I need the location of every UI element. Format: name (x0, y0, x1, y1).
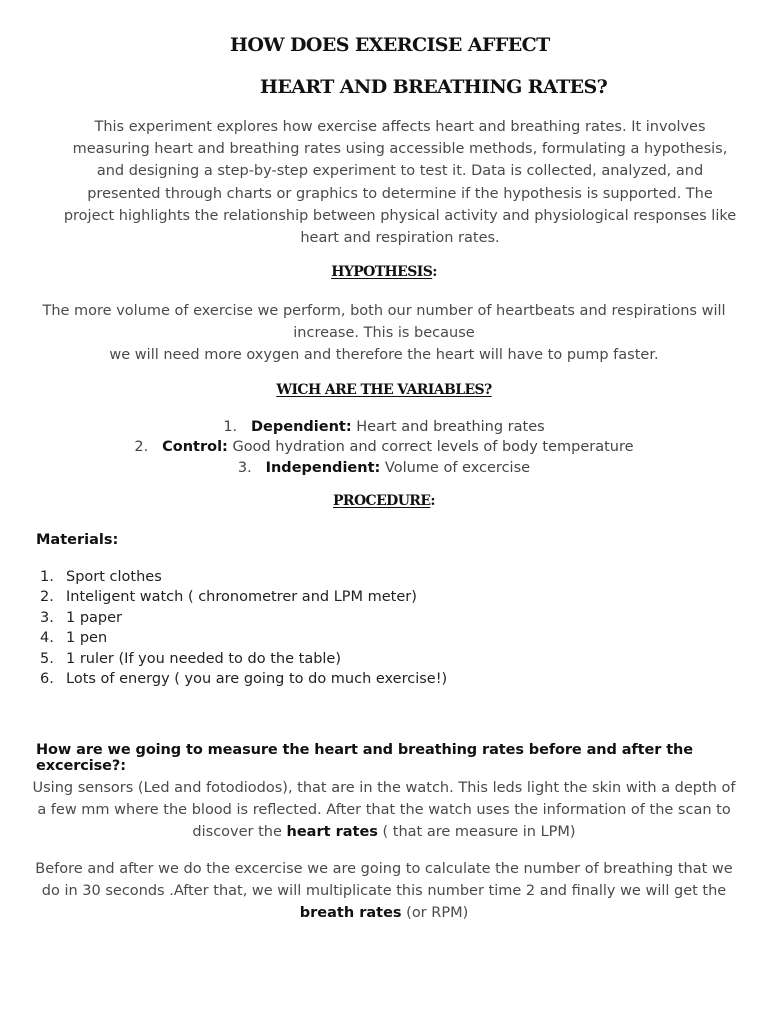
hypothesis-text (28, 300, 740, 367)
list-item: 1. Sport clothes (40, 569, 162, 585)
materials-list (40, 567, 447, 689)
list-item: 6. Lots of energy ( you are going to do much exercise!) (40, 671, 448, 688)
list-item: 3. 1 paper (40, 609, 123, 626)
sensor-paragraph: Using sensors (Led and fotodiodos), that are in the watch. This leds light the skin with a depth of a few mm where the blood is reflected. After that the watch uses the information of the scan to discover the heart rates ( that are measure in LPM) (32, 780, 736, 841)
measure-question: How are we going to measure the heart and breathing rates before and after the excercise?: (36, 742, 693, 774)
title-line-2: HEART AND BREATHING RATES? (260, 76, 608, 98)
procedure-heading: PROCEDURE: (332, 493, 435, 509)
list-item: 4. 1 pen (40, 630, 108, 647)
variable-item-control: 2. Control: Good hydration and correct levels of body temperature (134, 439, 634, 455)
variables-heading: WICH ARE THE VARIABLES? (276, 382, 492, 398)
intro-paragraph: This experiment explores how exercise affects heart and breathing rates. It involves measuring heart and breathing rates using accessible methods, formulating a hypothesis, and designing a step-by-step experiment to test it. Data is collected, analyzed, and presented through charts or graphics to determine if the hypothesis is supported. The project highlights the relationship between physical activity and physiological responses like heart and respiration rates. (63, 119, 737, 247)
materials-label: Materials: (36, 532, 119, 548)
breath-paragraph: Before and after we do the excercise we are going to calculate the number of breathing that we do in 30 seconds .After that, we will multiplicate this number time 2 and finally we will get the breath rates (or RPM) (35, 861, 733, 922)
list-item: 2. Inteligent watch ( chronometrer and LPM meter) (40, 589, 417, 606)
title-line-1: HOW DOES EXERCISE AFFECT (230, 34, 550, 56)
variable-item-dependent: 1. Dependient: Heart and breathing rates (223, 419, 545, 435)
list-item: 5. 1 ruler (If you needed to do the table) (40, 650, 342, 667)
variable-item-independent: 3. Independient: Volume of excercise (237, 460, 531, 476)
hypothesis-line-2: we will need more oxygen and therefore the heart will have to pump faster. (109, 347, 659, 364)
hypothesis-heading: HYPOTHESIS: (331, 264, 437, 280)
hypothesis-line-1: The more volume of exercise we perform, both our number of heartbeats and respirations will increase. This is because (42, 303, 726, 342)
